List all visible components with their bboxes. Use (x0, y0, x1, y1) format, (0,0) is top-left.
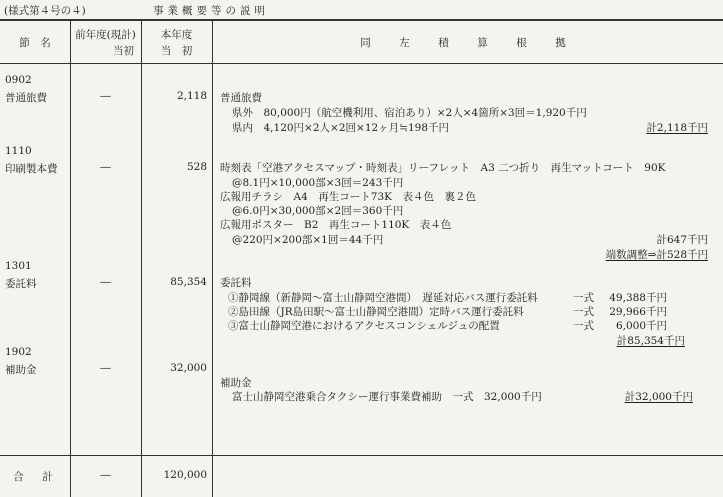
row-code: 0902 (5, 74, 32, 86)
subsidy-line: 富士山静岡空港乗合タクシー運行事業費補助 一式 32,000千円 (232, 391, 542, 403)
print-line: @6.0円×30,000部×2回＝360千円 (232, 205, 404, 217)
row-prev: ― (100, 276, 111, 288)
header-basis: 同 左 積 算 根 拠 (360, 37, 575, 49)
row-prev: ― (100, 90, 111, 102)
row-curr: 85,354 (170, 276, 207, 288)
col-divider-3 (212, 19, 213, 497)
total-prev: ― (100, 469, 111, 481)
header-divider (0, 63, 723, 64)
print-line: @8.1円×10,000部×3回＝243千円 (232, 177, 404, 189)
row-code: 1902 (5, 346, 32, 358)
print-line: 広報用チラシ A4 再生コート73K 表４色 裏２色 (220, 191, 476, 203)
travel-title: 普通旅費 (220, 92, 262, 104)
subsidy-title: 補助金 (220, 377, 252, 389)
total-label: 合 計 (13, 471, 57, 483)
commission-title: 委託料 (220, 277, 252, 289)
header-curr-line1: 本年度 (160, 29, 193, 41)
print-line: 広報用ポスター B2 再生コート110K 表４色 (220, 219, 452, 231)
row-code: 1301 (5, 260, 32, 272)
commission-item-amount: 29,966千円 (609, 306, 667, 318)
commission-item-amount: 49,388千円 (609, 292, 667, 304)
header-prev-line2: 当初 (113, 45, 134, 57)
row-name: 委託料 (5, 278, 37, 290)
header-prev-line1: 前年度(現計) (75, 29, 136, 41)
print-line: @220円×200部×1回＝44千円 (232, 234, 384, 246)
table-top-border (0, 19, 723, 21)
header-curr-line2: 当 初 (160, 45, 193, 57)
row-curr: 32,000 (170, 362, 207, 374)
print-adjusted-total: 端数調整⇒計528千円 (605, 249, 708, 261)
row-curr: 528 (186, 161, 207, 173)
header-section: 節 名 (19, 37, 51, 49)
travel-total: 計2,118千円 (646, 122, 708, 134)
subsidy-total: 計32,000千円 (624, 391, 693, 403)
row-name: 普通旅費 (5, 92, 47, 104)
travel-line: 県外 80,000円（航空機利用、宿泊あり）×2人×4箇所×3回＝1,920千円 (232, 107, 587, 119)
row-name: 補助金 (5, 364, 37, 376)
commission-total: 計85,354千円 (616, 335, 685, 347)
commission-item-unit: 一式 (573, 320, 594, 332)
form-label: (様式第４号の４) (4, 5, 86, 17)
row-name: 印刷製本費 (5, 163, 58, 175)
commission-item-text: ②島田線（JR島田駅～富士山静岡空港間）定時バス運行委託料 (228, 306, 524, 318)
row-code: 1110 (5, 145, 32, 157)
print-subtotal: 計647千円 (656, 234, 708, 246)
commission-item-unit: 一式 (573, 292, 594, 304)
commission-item-text: ①静岡線（新静岡～富士山静岡空港間） 遅延対応バス運行委託料 (228, 292, 538, 304)
travel-line: 県内 4,120円×2人×2回×12ヶ月≒198千円 (232, 122, 450, 134)
total-divider (0, 455, 723, 456)
total-curr: 120,000 (163, 469, 207, 481)
row-prev: ― (100, 362, 111, 374)
doc-title: 事業概要等の説明 (153, 5, 269, 17)
row-prev: ― (100, 161, 111, 173)
commission-item-unit: 一式 (573, 306, 594, 318)
row-curr: 2,118 (176, 90, 207, 102)
commission-item-amount: 6,000千円 (615, 320, 667, 332)
commission-item-text: ③富士山静岡空港におけるアクセスコンシェルジュの配置 (228, 320, 500, 332)
print-line: 時刻表「空港アクセスマップ・時刻表」リーフレット A3 二つ折り 再生マットコート 90K (220, 162, 666, 174)
